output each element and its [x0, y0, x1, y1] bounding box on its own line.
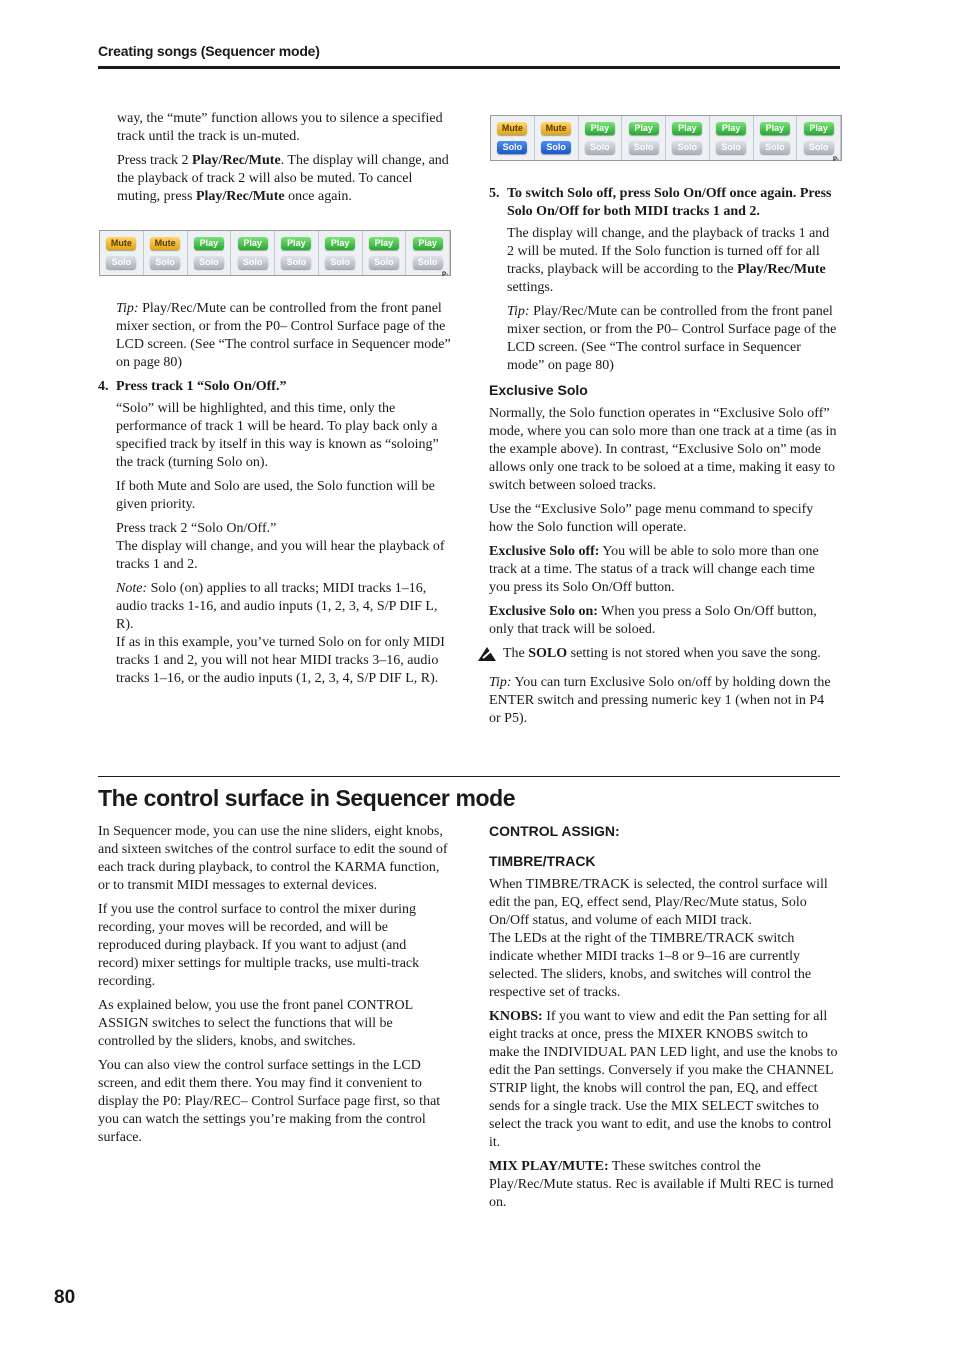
play-button[interactable]: Play	[672, 122, 702, 135]
mixer-strip	[319, 231, 363, 275]
intro-paragraph: way, the “mute” function allows you to silence a specified track until the track is un-muted.	[117, 111, 443, 144]
mixer-panel	[99, 230, 451, 276]
step4-paragraph-1: “Solo” will be highlighted, and this time, only the performance of track 1 will be heard. To play back only a specified track by itself in this way is known as “soloing” the track (turning Solo on).	[116, 401, 439, 470]
caution-text: The SOLO setting is not stored when you save the song.	[503, 646, 821, 661]
left-column	[117, 110, 453, 212]
knobs-paragraph: KNOBS: If you want to view and edit the Pan setting for all eight tracks at once, press the MIXER KNOBS switch to make the INDIVIDUAL PAN LED light, and use the knobs to edit the Pan settings. Conversely if you make the CHANNEL STRIP light, the knobs will control the pan, EQ, and effect sends for a single track. Use the MIX SELECT switches to select the track you want to edit, and use the knobs to control it.	[489, 1009, 838, 1150]
mixer-strip	[363, 231, 407, 275]
note-paragraph: Note: Solo (on) applies to all tracks; MIDI tracks 1–16, audio tracks 1-16, and audio inputs (1, 2, 3, 4, S/P DIF L, R). If as in this example, you’ve turned Solo on for only MIDI tracks 1 and 2, you will not hear MIDI tracks 3–16, audio tracks 1–16, or the audio inputs (1, 2, 3, 4, S/P DIF L, R).	[116, 581, 445, 686]
mixer-strip	[622, 116, 666, 160]
step5-paragraph: The display will change, and the playback of tracks 1 and 2 will be muted. If the Solo function is turned off for all tracks, playback will be according to the Play/Rec/Mute settings.	[507, 226, 830, 295]
header-rule	[98, 66, 840, 69]
play-button[interactable]: Play	[585, 122, 615, 135]
solo-button[interactable]: Solo	[804, 141, 834, 154]
section-paragraph-1: In Sequencer mode, you can use the nine sliders, eight knobs, and sixteen switches of the control surface to edit the sound of each track during playback, to control the KARMA function, or to transmit MIDI messages to external devices.	[98, 824, 448, 893]
play-button[interactable]: Play	[325, 237, 355, 250]
solo-button[interactable]: Solo	[325, 256, 355, 269]
step-5: 5. To switch Solo off, press Solo On/Off once again. Press Solo On/Off for both MIDI tracks 1 and 2.	[489, 186, 832, 219]
press-track2-paragraph: Press track 2 Play/Rec/Mute. The display will change, and the playback of track 2 will also be muted. To cancel muting, press Play/Rec/Mute once again.	[117, 153, 449, 204]
step4-paragraph-3: Press track 2 “Solo On/Off.” The display will change, and you will hear the playback of tracks 1 and 2.	[116, 521, 445, 572]
mixer-tag: P-	[442, 272, 448, 278]
mixer-panel	[490, 115, 842, 161]
section-left-column	[98, 823, 450, 1153]
section-title: The control surface in Sequencer mode	[98, 785, 516, 811]
solo-button[interactable]: Solo	[629, 141, 659, 154]
solo-button[interactable]: Solo	[194, 256, 224, 269]
solo-button[interactable]: Solo	[369, 256, 399, 269]
section-paragraph-2: If you use the control surface to control the mixer during recording, your moves will be recorded, and will be reproduced during playback. If you want to adjust (and record) mixer settings for multiple tracks, use multi-track recording.	[98, 902, 420, 989]
section-rule	[98, 776, 840, 777]
mute-button[interactable]: Mute	[106, 237, 136, 250]
exclusive-paragraph-2: Use the “Exclusive Solo” page menu command to specify how the Solo function will operate.	[489, 502, 814, 535]
play-button[interactable]: Play	[716, 122, 746, 135]
mute-button[interactable]: Mute	[150, 237, 180, 250]
play-button[interactable]: Play	[194, 237, 224, 250]
tip-paragraph: Tip: You can turn Exclusive Solo on/off by holding down the ENTER switch and pressing numeric key 1 (when not in P4 or P5).	[489, 675, 831, 726]
step4-paragraph-2: If both Mute and Solo are used, the Solo function will be given priority.	[116, 479, 435, 512]
tip-paragraph: Tip: Play/Rec/Mute can be controlled from the front panel mixer section, or from the P0– Control Surface page of the LCD screen. (See “The control surface in Sequencer mode” on page 80)	[507, 304, 837, 373]
mute-button[interactable]: Mute	[497, 122, 527, 135]
solo-button[interactable]: Solo	[238, 256, 268, 269]
solo-button[interactable]: Solo	[413, 256, 443, 269]
control-assign-heading: CONTROL ASSIGN:	[489, 823, 620, 839]
solo-button[interactable]: Solo	[672, 141, 702, 154]
right-column	[489, 185, 839, 734]
play-button[interactable]: Play	[804, 122, 834, 135]
play-button[interactable]: Play	[238, 237, 268, 250]
play-button[interactable]: Play	[369, 237, 399, 250]
solo-button[interactable]: Solo	[716, 141, 746, 154]
exclusive-solo-heading: Exclusive Solo	[489, 382, 588, 398]
solo-button[interactable]: Solo	[106, 256, 136, 269]
exclusive-paragraph-1: Normally, the Solo function operates in “Exclusive Solo off” mode, where you can solo more than one track at a time (as in the example above). In contrast, “Exclusive Solo on” mode allows only one track to be soloed at a time, making it easy to switch between soloed tracks.	[489, 406, 837, 493]
solo-button[interactable]: Solo	[497, 141, 527, 154]
mix-play-mute-paragraph: MIX PLAY/MUTE: These switches control the Play/Rec/Mute status. Rec is available if Multi REC is turned on.	[489, 1159, 834, 1210]
mixer-strip	[231, 231, 275, 275]
left-column-lower	[98, 300, 453, 694]
mixer-strip	[275, 231, 319, 275]
mixer-strip	[754, 116, 798, 160]
mixer-strip	[797, 116, 841, 160]
solo-button[interactable]: Solo	[541, 141, 571, 154]
running-header: Creating songs (Sequencer mode)	[98, 43, 320, 59]
mixer-strip	[100, 231, 144, 275]
play-button[interactable]: Play	[281, 237, 311, 250]
mixer-screenshot-2	[490, 115, 842, 161]
mixer-strip	[535, 116, 579, 160]
mixer-strip	[188, 231, 232, 275]
mixer-strip	[406, 231, 450, 275]
solo-button[interactable]: Solo	[150, 256, 180, 269]
mixer-screenshot-1	[99, 230, 451, 276]
play-button[interactable]: Play	[413, 237, 443, 250]
tip-paragraph: Tip: Play/Rec/Mute can be controlled from the front panel mixer section, or from the P0– Control Surface page of the LCD screen. (See “The control surface in Sequencer mode” on page 80)	[116, 301, 451, 370]
section-paragraph-4: You can also view the control surface settings in the LCD screen, and edit them there. You may find it convenient to display the P0: Play/REC– Control Surface page first, so that you can watch the settings you’re making from the control surface.	[98, 1058, 441, 1145]
play-button[interactable]: Play	[629, 122, 659, 135]
play-button[interactable]: Play	[760, 122, 790, 135]
section-paragraph-3: As explained below, you use the front panel CONTROL ASSIGN switches to select the functions that will be controlled by the sliders, knobs, and switches.	[98, 998, 413, 1049]
caution-note	[489, 645, 839, 668]
section-right-column	[489, 822, 841, 1218]
mixer-strip	[710, 116, 754, 160]
solo-button[interactable]: Solo	[760, 141, 790, 154]
mixer-tag: P-	[833, 157, 839, 163]
step-4: 4. Press track 1 “Solo On/Off.”	[98, 379, 287, 394]
mixer-strip	[579, 116, 623, 160]
timbre-track-heading: TIMBRE/TRACK	[489, 853, 596, 869]
mixer-strip	[666, 116, 710, 160]
caution-icon	[477, 646, 497, 668]
exclusive-off-paragraph: Exclusive Solo off: You will be able to solo more than one track at a time. The status of a track will change each time you press its Solo On/Off button.	[489, 544, 819, 595]
page-number: 80	[54, 1287, 76, 1308]
mixer-strip	[144, 231, 188, 275]
timbre-track-paragraph: When TIMBRE/TRACK is selected, the control surface will edit the pan, EQ, effect send, Play/Rec/Mute status, Solo On/Off status, and volume of each MIDI track. The LEDs at the right of the TIMBRE/TRACK switch indicate whether MIDI tracks 1–8 or 9–16 are currently selected. The sliders, knobs, and switches will control the respective set of tracks.	[489, 877, 828, 1000]
solo-button[interactable]: Solo	[585, 141, 615, 154]
exclusive-on-paragraph: Exclusive Solo on: When you press a Solo On/Off button, only that track will be soloed.	[489, 604, 817, 637]
mute-button[interactable]: Mute	[541, 122, 571, 135]
mixer-strip	[491, 116, 535, 160]
solo-button[interactable]: Solo	[281, 256, 311, 269]
